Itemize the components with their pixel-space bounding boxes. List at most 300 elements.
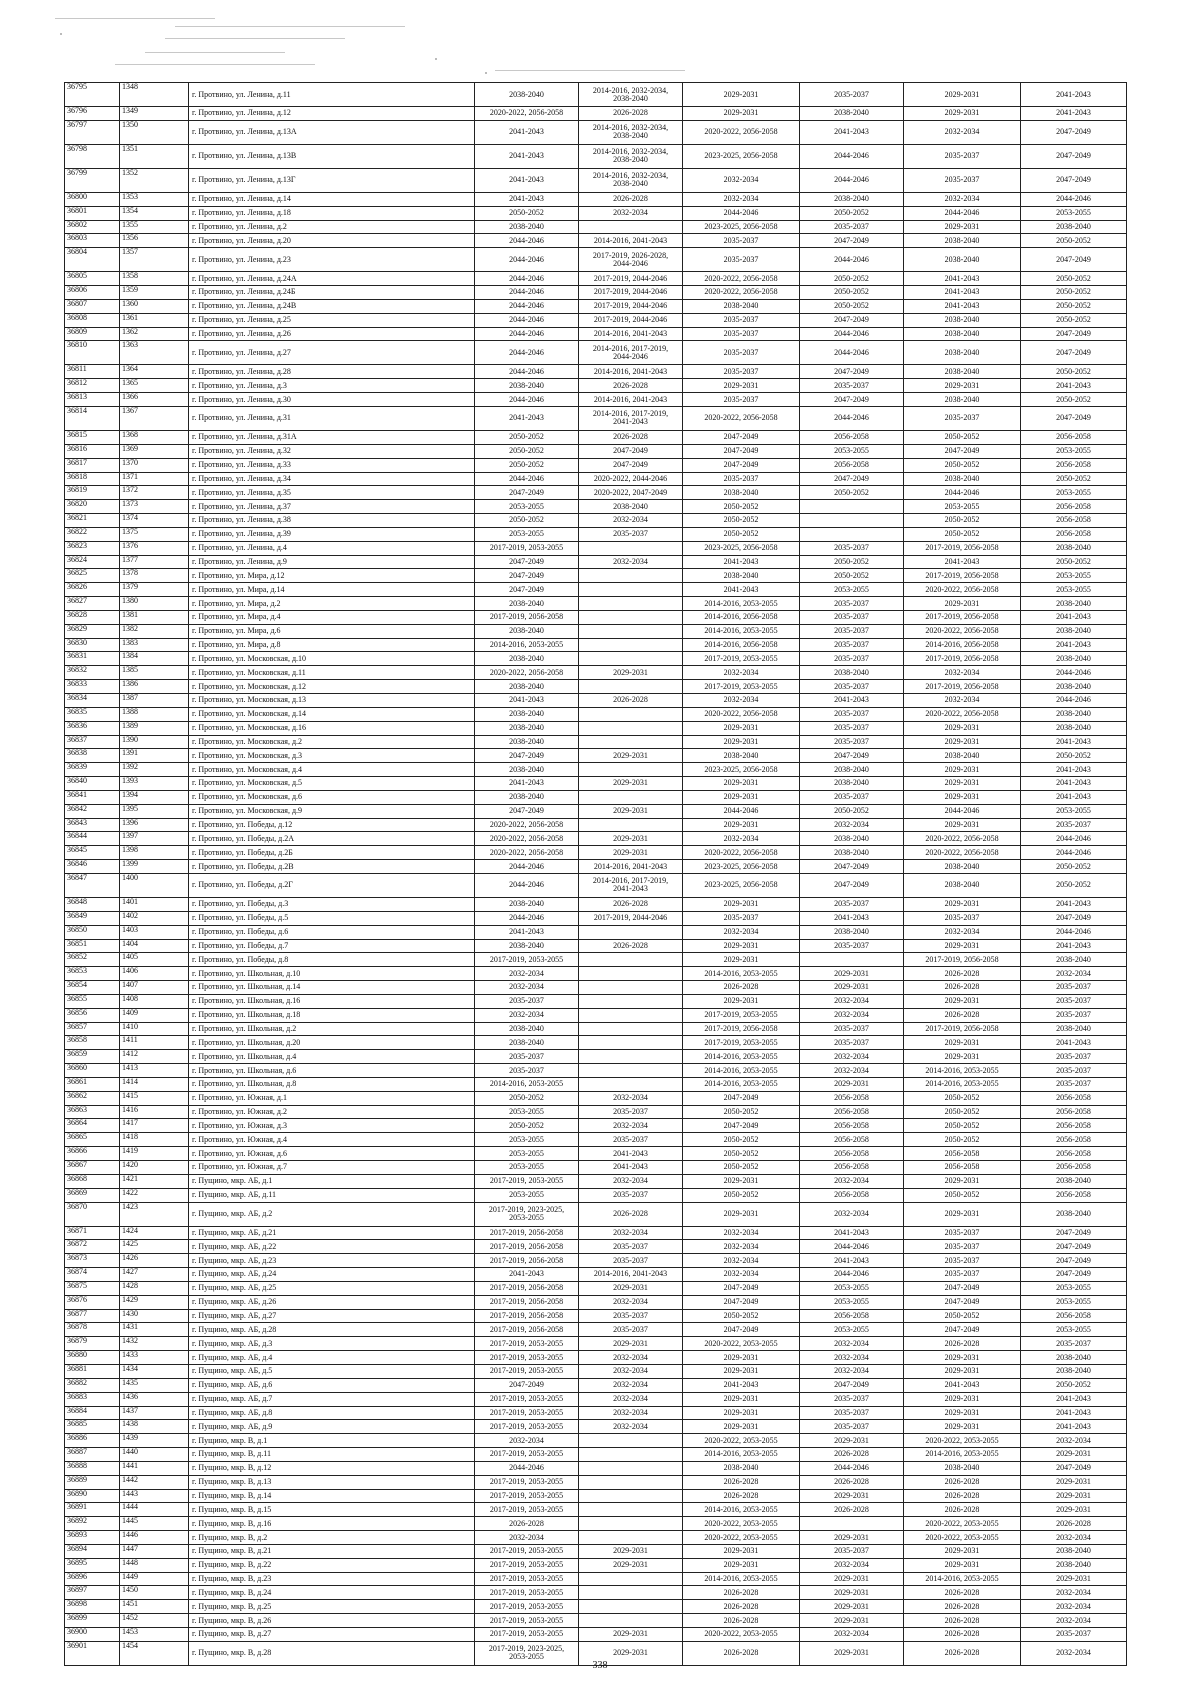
row-number-cell: 1417	[120, 1119, 189, 1133]
period-6-cell: 2038-2040	[1021, 707, 1127, 721]
period-2-cell	[579, 569, 683, 583]
row-number-cell: 1437	[120, 1406, 189, 1420]
table-row	[65, 327, 1127, 341]
period-6-cell: 2041-2043	[1021, 790, 1127, 804]
period-6-cell: 2029-2031	[1021, 1489, 1127, 1503]
period-4-cell: 2032-2034	[800, 1064, 904, 1078]
period-3-cell: 2038-2040	[683, 299, 800, 313]
schedule-table	[64, 82, 1127, 1666]
row-number-cell: 1398	[120, 846, 189, 860]
table-row	[65, 1378, 1127, 1392]
table-row	[65, 583, 1127, 597]
period-6-cell: 2056-2058	[1021, 1309, 1127, 1323]
row-number-cell: 1369	[120, 444, 189, 458]
period-4-cell: 2053-2055	[800, 1323, 904, 1337]
period-6-cell: 2035-2037	[1021, 1077, 1127, 1091]
table-row	[65, 1323, 1127, 1337]
table-row	[65, 1364, 1127, 1378]
period-2-cell: 2029-2031	[579, 1641, 683, 1665]
period-3-cell: 2029-2031	[683, 897, 800, 911]
period-4-cell: 2032-2034	[800, 1202, 904, 1226]
period-4-cell: 2035-2037	[800, 610, 904, 624]
period-3-cell: 2023-2025, 2056-2058	[683, 860, 800, 874]
period-1-cell: 2017-2019, 2053-2055	[475, 1600, 579, 1614]
period-4-cell: 2047-2049	[800, 472, 904, 486]
period-5-cell: 2026-2028	[904, 1600, 1021, 1614]
period-4-cell: 2029-2031	[800, 1614, 904, 1628]
row-id-cell: 36820	[65, 500, 120, 514]
period-1-cell: 2035-2037	[475, 994, 579, 1008]
row-id-cell: 36810	[65, 341, 120, 365]
period-2-cell: 2026-2028	[579, 897, 683, 911]
period-1-cell: 2041-2043	[475, 168, 579, 192]
period-6-cell: 2050-2052	[1021, 286, 1127, 300]
address-cell: г. Протвино, ул. Московская, д.13	[189, 694, 475, 708]
period-1-cell: 2050-2052	[475, 1091, 579, 1105]
row-id-cell: 36846	[65, 860, 120, 874]
period-5-cell: 2029-2031	[904, 721, 1021, 735]
row-id-cell: 36890	[65, 1489, 120, 1503]
period-1-cell: 2044-2046	[475, 299, 579, 313]
period-5-cell: 2029-2031	[904, 1050, 1021, 1064]
row-id-cell: 36808	[65, 313, 120, 327]
row-number-cell: 1407	[120, 981, 189, 995]
table-row	[65, 1628, 1127, 1642]
period-6-cell: 2041-2043	[1021, 1420, 1127, 1434]
period-4-cell: 2029-2031	[800, 1489, 904, 1503]
period-5-cell: 2029-2031	[904, 1174, 1021, 1188]
period-1-cell: 2017-2019, 2053-2055	[475, 1406, 579, 1420]
address-cell: г. Протвино, ул. Ленина, д.32	[189, 444, 475, 458]
address-cell: г. Протвино, ул. Ленина, д.13А	[189, 120, 475, 144]
period-4-cell: 2056-2058	[800, 1147, 904, 1161]
period-2-cell: 2029-2031	[579, 1628, 683, 1642]
address-cell: г. Протвино, ул. Мира, д.8	[189, 638, 475, 652]
period-4-cell: 2044-2046	[800, 1268, 904, 1282]
row-id-cell: 36802	[65, 220, 120, 234]
row-number-cell: 1414	[120, 1077, 189, 1091]
period-1-cell: 2017-2019, 2056-2058	[475, 1295, 579, 1309]
period-2-cell	[579, 1448, 683, 1462]
row-id-cell: 36882	[65, 1378, 120, 1392]
period-1-cell: 2038-2040	[475, 735, 579, 749]
period-4-cell: 2044-2046	[800, 168, 904, 192]
period-2-cell	[579, 1600, 683, 1614]
period-6-cell: 2041-2043	[1021, 939, 1127, 953]
period-1-cell: 2032-2034	[475, 1531, 579, 1545]
period-5-cell: 2026-2028	[904, 981, 1021, 995]
period-4-cell: 2035-2037	[800, 939, 904, 953]
period-2-cell	[579, 624, 683, 638]
period-6-cell: 2050-2052	[1021, 234, 1127, 248]
period-4-cell: 2026-2028	[800, 1475, 904, 1489]
period-4-cell: 2056-2058	[800, 1119, 904, 1133]
period-6-cell: 2041-2043	[1021, 1392, 1127, 1406]
period-4-cell: 2029-2031	[800, 1572, 904, 1586]
period-2-cell	[579, 790, 683, 804]
period-6-cell: 2044-2046	[1021, 846, 1127, 860]
address-cell: г. Протвино, ул. Победы, д.12	[189, 818, 475, 832]
period-1-cell: 2038-2040	[475, 1022, 579, 1036]
period-6-cell: 2050-2052	[1021, 749, 1127, 763]
period-6-cell: 2047-2049	[1021, 327, 1127, 341]
period-2-cell: 2014-2016, 2032-2034, 2038-2040	[579, 120, 683, 144]
table-row	[65, 541, 1127, 555]
address-cell: г. Протвино, ул. Московская, д.3	[189, 749, 475, 763]
table-row	[65, 486, 1127, 500]
period-4-cell: 2047-2049	[800, 749, 904, 763]
address-cell: г. Пущино, мкр. В, д.22	[189, 1558, 475, 1572]
table-row	[65, 107, 1127, 121]
period-2-cell: 2047-2049	[579, 458, 683, 472]
row-id-cell: 36881	[65, 1364, 120, 1378]
row-id-cell: 36828	[65, 610, 120, 624]
row-id-cell: 36864	[65, 1119, 120, 1133]
period-3-cell: 2041-2043	[683, 555, 800, 569]
table-row	[65, 818, 1127, 832]
period-2-cell: 2035-2037	[579, 1133, 683, 1147]
period-2-cell: 2035-2037	[579, 1240, 683, 1254]
period-5-cell: 2029-2031	[904, 1420, 1021, 1434]
period-3-cell: 2032-2034	[683, 1268, 800, 1282]
row-id-cell: 36823	[65, 541, 120, 555]
row-id-cell: 36872	[65, 1240, 120, 1254]
address-cell: г. Протвино, ул. Ленина, д.3	[189, 379, 475, 393]
period-6-cell: 2056-2058	[1021, 1119, 1127, 1133]
period-2-cell: 2032-2034	[579, 1226, 683, 1240]
period-6-cell: 2026-2028	[1021, 1517, 1127, 1531]
period-3-cell: 2020-2022, 2053-2055	[683, 1337, 800, 1351]
period-3-cell: 2035-2037	[683, 911, 800, 925]
period-3-cell: 2026-2028	[683, 1600, 800, 1614]
period-1-cell: 2053-2055	[475, 1133, 579, 1147]
period-2-cell	[579, 1503, 683, 1517]
address-cell: г. Пущино, мкр. В, д.27	[189, 1628, 475, 1642]
row-number-cell: 1447	[120, 1544, 189, 1558]
period-5-cell: 2038-2040	[904, 234, 1021, 248]
row-id-cell: 36835	[65, 707, 120, 721]
period-5-cell: 2032-2034	[904, 694, 1021, 708]
period-5-cell: 2020-2022, 2056-2058	[904, 832, 1021, 846]
row-id-cell: 36812	[65, 379, 120, 393]
row-number-cell: 1425	[120, 1240, 189, 1254]
period-5-cell: 2038-2040	[904, 393, 1021, 407]
period-1-cell: 2020-2022, 2056-2058	[475, 846, 579, 860]
row-id-cell: 36830	[65, 638, 120, 652]
row-number-cell: 1418	[120, 1133, 189, 1147]
period-2-cell: 2029-2031	[579, 832, 683, 846]
period-2-cell: 2026-2028	[579, 694, 683, 708]
period-3-cell: 2050-2052	[683, 1105, 800, 1119]
period-3-cell: 2023-2025, 2056-2058	[683, 873, 800, 897]
period-6-cell: 2050-2052	[1021, 860, 1127, 874]
address-cell: г. Протвино, ул. Школьная, д.8	[189, 1077, 475, 1091]
period-5-cell: 2020-2022, 2056-2058	[904, 707, 1021, 721]
period-6-cell: 2038-2040	[1021, 220, 1127, 234]
row-id-cell: 36847	[65, 873, 120, 897]
period-2-cell: 2035-2037	[579, 527, 683, 541]
address-cell: г. Протвино, ул. Мира, д.2	[189, 597, 475, 611]
table-row	[65, 555, 1127, 569]
table-row	[65, 1268, 1127, 1282]
period-5-cell: 2047-2049	[904, 1281, 1021, 1295]
row-id-cell: 36863	[65, 1105, 120, 1119]
period-5-cell: 2017-2019, 2056-2058	[904, 541, 1021, 555]
period-4-cell: 2053-2055	[800, 583, 904, 597]
period-2-cell: 2026-2028	[579, 1202, 683, 1226]
period-1-cell: 2044-2046	[475, 286, 579, 300]
table-row	[65, 911, 1127, 925]
period-1-cell: 2017-2019, 2056-2058	[475, 1281, 579, 1295]
row-id-cell: 36876	[65, 1295, 120, 1309]
table-row	[65, 763, 1127, 777]
period-3-cell: 2032-2034	[683, 1240, 800, 1254]
table-row	[65, 220, 1127, 234]
table-row	[65, 1558, 1127, 1572]
table-row	[65, 458, 1127, 472]
table-row	[65, 1226, 1127, 1240]
period-6-cell: 2035-2037	[1021, 1337, 1127, 1351]
table-row	[65, 680, 1127, 694]
table-row	[65, 1489, 1127, 1503]
period-5-cell: 2041-2043	[904, 286, 1021, 300]
period-4-cell: 2053-2055	[800, 444, 904, 458]
period-4-cell: 2035-2037	[800, 707, 904, 721]
row-id-cell: 36799	[65, 168, 120, 192]
address-cell: г. Пущино, мкр. АБ, д.11	[189, 1188, 475, 1202]
period-2-cell: 2014-2016, 2041-2043	[579, 365, 683, 379]
table-row	[65, 1295, 1127, 1309]
period-5-cell: 2035-2037	[904, 1226, 1021, 1240]
address-cell: г. Протвино, ул. Мира, д.6	[189, 624, 475, 638]
period-1-cell: 2044-2046	[475, 911, 579, 925]
row-id-cell: 36826	[65, 583, 120, 597]
row-number-cell: 1426	[120, 1254, 189, 1268]
table-row	[65, 1064, 1127, 1078]
period-1-cell: 2053-2055	[475, 500, 579, 514]
period-3-cell: 2029-2031	[683, 1364, 800, 1378]
period-1-cell: 2044-2046	[475, 341, 579, 365]
period-1-cell: 2017-2019, 2053-2055	[475, 1544, 579, 1558]
row-number-cell: 1350	[120, 120, 189, 144]
period-4-cell: 2029-2031	[800, 1600, 904, 1614]
period-4-cell: 2026-2028	[800, 1503, 904, 1517]
period-1-cell: 2041-2043	[475, 925, 579, 939]
period-3-cell: 2047-2049	[683, 1295, 800, 1309]
period-5-cell: 2050-2052	[904, 430, 1021, 444]
period-6-cell: 2038-2040	[1021, 1022, 1127, 1036]
row-number-cell: 1356	[120, 234, 189, 248]
row-id-cell: 36854	[65, 981, 120, 995]
period-2-cell: 2035-2037	[579, 1188, 683, 1202]
period-2-cell	[579, 541, 683, 555]
period-2-cell: 2035-2037	[579, 1323, 683, 1337]
address-cell: г. Пущино, мкр. В, д.14	[189, 1489, 475, 1503]
period-5-cell: 2038-2040	[904, 749, 1021, 763]
row-id-cell: 36880	[65, 1351, 120, 1365]
period-3-cell: 2032-2034	[683, 666, 800, 680]
period-6-cell: 2041-2043	[1021, 777, 1127, 791]
period-6-cell: 2035-2037	[1021, 1050, 1127, 1064]
period-5-cell: 2050-2052	[904, 1188, 1021, 1202]
row-number-cell: 1361	[120, 313, 189, 327]
period-3-cell: 2032-2034	[683, 925, 800, 939]
period-4-cell	[800, 1517, 904, 1531]
row-number-cell: 1453	[120, 1628, 189, 1642]
table-row	[65, 873, 1127, 897]
row-number-cell: 1355	[120, 220, 189, 234]
period-2-cell: 2017-2019, 2044-2046	[579, 299, 683, 313]
period-1-cell: 2017-2019, 2053-2055	[475, 1558, 579, 1572]
row-number-cell: 1394	[120, 790, 189, 804]
table-row	[65, 1517, 1127, 1531]
table-row	[65, 1281, 1127, 1295]
table-row	[65, 939, 1127, 953]
table-row	[65, 846, 1127, 860]
address-cell: г. Протвино, ул. Московская, д.14	[189, 707, 475, 721]
period-1-cell: 2017-2019, 2053-2055	[475, 1174, 579, 1188]
period-6-cell: 2041-2043	[1021, 379, 1127, 393]
row-id-cell: 36895	[65, 1558, 120, 1572]
period-2-cell: 2014-2016, 2017-2019, 2041-2043	[579, 873, 683, 897]
row-number-cell: 1375	[120, 527, 189, 541]
period-3-cell: 2047-2049	[683, 1091, 800, 1105]
period-4-cell: 2047-2049	[800, 393, 904, 407]
period-5-cell: 2035-2037	[904, 1268, 1021, 1282]
table-row	[65, 860, 1127, 874]
period-4-cell: 2032-2034	[800, 1050, 904, 1064]
period-2-cell	[579, 1475, 683, 1489]
period-5-cell: 2029-2031	[904, 777, 1021, 791]
table-row	[65, 192, 1127, 206]
period-4-cell: 2047-2049	[800, 860, 904, 874]
row-number-cell: 1385	[120, 666, 189, 680]
period-6-cell: 2056-2058	[1021, 500, 1127, 514]
period-3-cell: 2026-2028	[683, 1614, 800, 1628]
address-cell: г. Протвино, ул. Ленина, д.33	[189, 458, 475, 472]
period-4-cell: 2044-2046	[800, 341, 904, 365]
row-number-cell: 1430	[120, 1309, 189, 1323]
row-id-cell: 36868	[65, 1174, 120, 1188]
period-6-cell: 2038-2040	[1021, 624, 1127, 638]
row-number-cell: 1438	[120, 1420, 189, 1434]
table-row	[65, 234, 1127, 248]
period-1-cell: 2047-2049	[475, 1378, 579, 1392]
period-3-cell: 2026-2028	[683, 1489, 800, 1503]
table-row	[65, 1614, 1127, 1628]
period-6-cell: 2038-2040	[1021, 953, 1127, 967]
row-id-cell: 36832	[65, 666, 120, 680]
address-cell: г. Пущино, мкр. В, д.28	[189, 1641, 475, 1665]
period-2-cell: 2026-2028	[579, 430, 683, 444]
period-4-cell: 2035-2037	[800, 721, 904, 735]
period-5-cell: 2017-2019, 2056-2058	[904, 680, 1021, 694]
address-cell: г. Протвино, ул. Ленина, д.24В	[189, 299, 475, 313]
period-2-cell	[579, 652, 683, 666]
period-6-cell: 2038-2040	[1021, 1351, 1127, 1365]
period-6-cell: 2050-2052	[1021, 393, 1127, 407]
period-1-cell: 2017-2019, 2053-2055	[475, 541, 579, 555]
period-5-cell: 2029-2031	[904, 1544, 1021, 1558]
period-6-cell: 2047-2049	[1021, 341, 1127, 365]
period-3-cell: 2017-2019, 2056-2058	[683, 1022, 800, 1036]
row-id-cell: 36889	[65, 1475, 120, 1489]
row-id-cell: 36884	[65, 1406, 120, 1420]
address-cell: г. Протвино, ул. Школьная, д.18	[189, 1008, 475, 1022]
period-6-cell: 2056-2058	[1021, 527, 1127, 541]
row-id-cell: 36815	[65, 430, 120, 444]
period-1-cell: 2017-2019, 2053-2055	[475, 1628, 579, 1642]
period-4-cell: 2029-2031	[800, 981, 904, 995]
period-2-cell: 2029-2031	[579, 1337, 683, 1351]
period-5-cell: 2017-2019, 2056-2058	[904, 1022, 1021, 1036]
period-2-cell: 2032-2034	[579, 1364, 683, 1378]
address-cell: г. Протвино, ул. Победы, д.2Б	[189, 846, 475, 860]
row-id-cell: 36833	[65, 680, 120, 694]
period-6-cell: 2032-2034	[1021, 1434, 1127, 1448]
row-number-cell: 1387	[120, 694, 189, 708]
row-id-cell: 36814	[65, 406, 120, 430]
row-id-cell: 36870	[65, 1202, 120, 1226]
period-4-cell: 2032-2034	[800, 1337, 904, 1351]
period-3-cell: 2032-2034	[683, 1226, 800, 1240]
row-id-cell: 36831	[65, 652, 120, 666]
period-5-cell: 2050-2052	[904, 1091, 1021, 1105]
period-6-cell: 2056-2058	[1021, 1105, 1127, 1119]
period-5-cell: 2047-2049	[904, 1323, 1021, 1337]
period-4-cell: 2044-2046	[800, 248, 904, 272]
period-3-cell: 2014-2016, 2056-2058	[683, 610, 800, 624]
row-id-cell: 36900	[65, 1628, 120, 1642]
address-cell: г. Протвино, ул. Южная, д.1	[189, 1091, 475, 1105]
period-1-cell: 2017-2019, 2053-2055	[475, 1586, 579, 1600]
row-id-cell: 36803	[65, 234, 120, 248]
address-cell: г. Протвино, ул. Ленина, д.18	[189, 206, 475, 220]
row-id-cell: 36873	[65, 1254, 120, 1268]
period-5-cell: 2026-2028	[904, 967, 1021, 981]
table-row	[65, 1392, 1127, 1406]
row-number-cell: 1448	[120, 1558, 189, 1572]
address-cell: г. Пущино, мкр. АБ, д.6	[189, 1378, 475, 1392]
row-id-cell: 36822	[65, 527, 120, 541]
period-5-cell: 2053-2055	[904, 500, 1021, 514]
period-6-cell: 2041-2043	[1021, 83, 1127, 107]
period-5-cell: 2017-2019, 2056-2058	[904, 953, 1021, 967]
address-cell: г. Протвино, ул. Московская, д.11	[189, 666, 475, 680]
table-row	[65, 832, 1127, 846]
period-6-cell: 2047-2049	[1021, 1461, 1127, 1475]
table-row	[65, 379, 1127, 393]
period-3-cell: 2029-2031	[683, 777, 800, 791]
period-4-cell: 2050-2052	[800, 486, 904, 500]
period-5-cell: 2029-2031	[904, 1351, 1021, 1365]
period-3-cell: 2014-2016, 2053-2055	[683, 1077, 800, 1091]
row-number-cell: 1434	[120, 1364, 189, 1378]
period-4-cell: 2032-2034	[800, 1558, 904, 1572]
period-6-cell: 2056-2058	[1021, 514, 1127, 528]
period-5-cell: 2026-2028	[904, 1008, 1021, 1022]
period-5-cell: 2026-2028	[904, 1489, 1021, 1503]
period-4-cell: 2047-2049	[800, 234, 904, 248]
period-1-cell: 2047-2049	[475, 569, 579, 583]
period-3-cell: 2029-2031	[683, 790, 800, 804]
period-4-cell: 2029-2031	[800, 967, 904, 981]
row-id-cell: 36850	[65, 925, 120, 939]
period-3-cell: 2047-2049	[683, 444, 800, 458]
period-1-cell: 2041-2043	[475, 120, 579, 144]
period-2-cell	[579, 583, 683, 597]
period-6-cell: 2047-2049	[1021, 1240, 1127, 1254]
